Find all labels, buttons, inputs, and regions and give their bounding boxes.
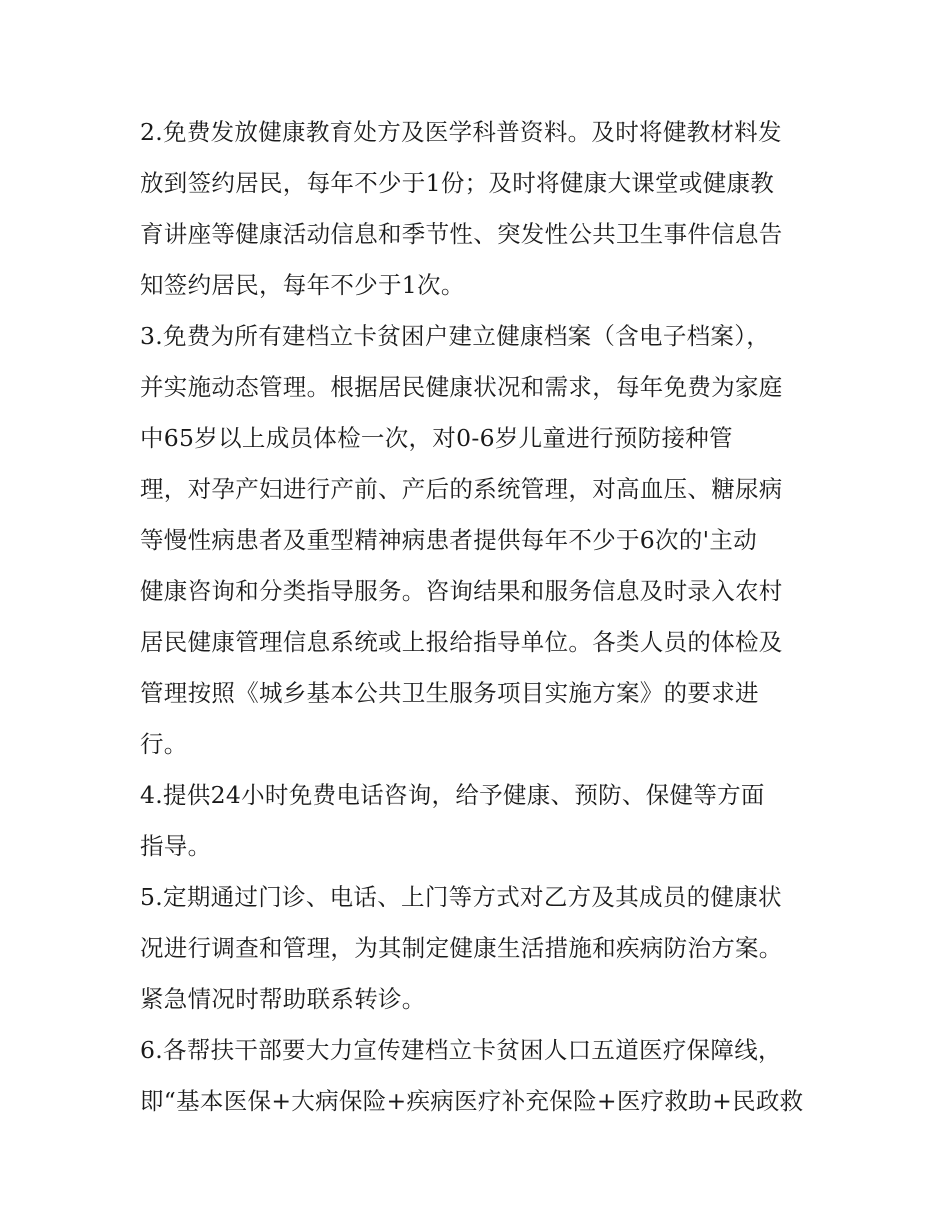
text-line: 4.提供24小时免费电话咨询，给予健康、预防、保健等方面: [140, 781, 765, 809]
text-line: 2.免费发放健康教育处方及医学科普资料。及时将健教材料发: [140, 118, 782, 146]
document-body: [140, 107, 820, 1127]
text-line: 5.定期通过门诊、电话、上门等方式对乙方及其成员的健康状: [140, 883, 782, 911]
text-line: 6.各帮扶干部要大力宣传建档立卡贫困人口五道医疗保障线，: [140, 1036, 782, 1064]
text-line: 健康咨询和分类指导服务。咨询结果和服务信息及时录入农村: [140, 577, 783, 605]
text-line: 育讲座等健康活动信息和季节性、突发性公共卫生事件信息告: [140, 220, 783, 248]
text-line: 行。: [140, 730, 188, 758]
text-line: 理，对孕产妇进行产前、产后的系统管理，对高血压、糖尿病: [140, 475, 783, 503]
text-line: 况进行调查和管理，为其制定健康生活措施和疾病防治方案。: [140, 934, 783, 962]
text-line: 知签约居民，每年不少于1次。: [140, 271, 465, 299]
text-line: 3.免费为所有建档立卡贫困户建立健康档案（含电子档案），: [140, 322, 771, 350]
text-line: 指导。: [140, 832, 212, 860]
text-line: 放到签约居民，每年不少于1份；及时将健康大课堂或健康教: [140, 169, 775, 197]
text-line: 紧急情况时帮助联系转诊。: [140, 985, 426, 1013]
text-line: 等慢性病患者及重型精神病患者提供每年不少于6次的'主动: [140, 526, 758, 554]
text-line: 管理按照《城乡基本公共卫生服务项目实施方案》的要求进: [140, 679, 759, 707]
text-line: 即“基本医保+大病保险+疾病医疗补充保险+医疗救助+民政救: [140, 1087, 804, 1115]
text-line: 并实施动态管理。根据居民健康状况和需求，每年免费为家庭: [140, 373, 783, 401]
text-line: 居民健康管理信息系统或上报给指导单位。各类人员的体检及: [140, 628, 783, 656]
text-line: 中65岁以上成员体检一次，对0-6岁儿童进行预防接种管: [140, 424, 733, 452]
